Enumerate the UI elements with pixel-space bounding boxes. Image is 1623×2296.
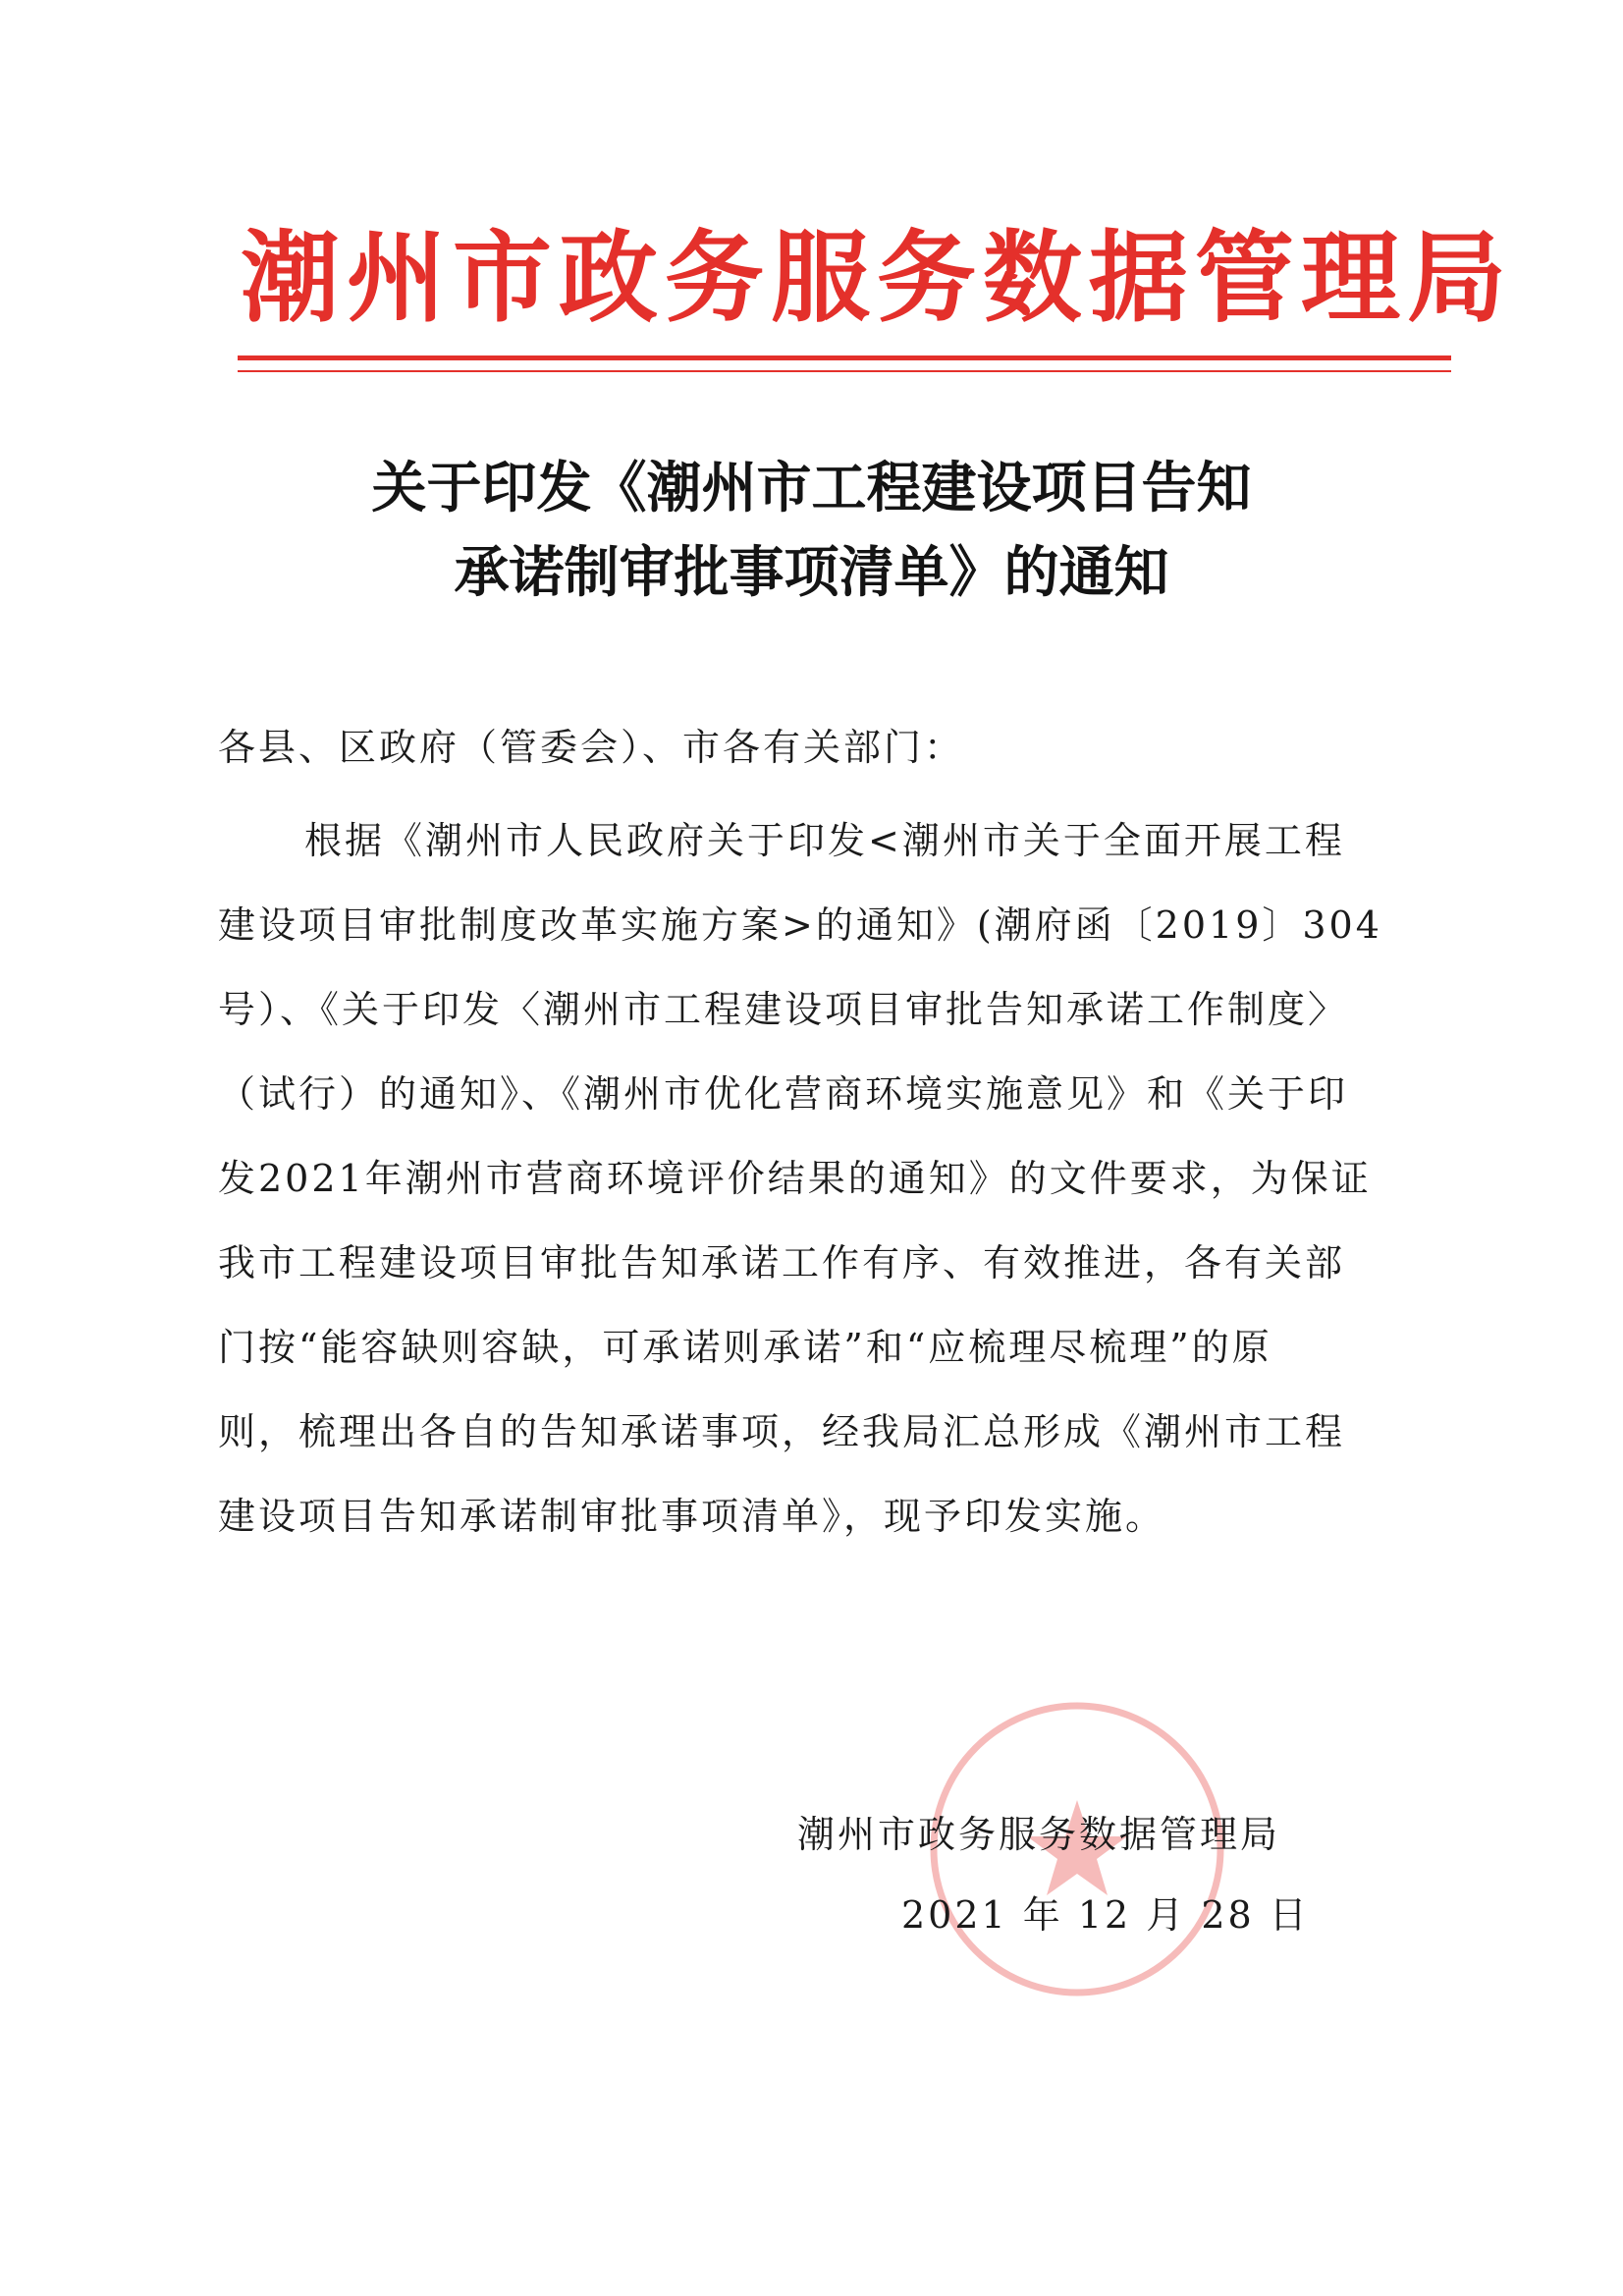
body-line: （试行）的通知》、《潮州市优化营商环境实施意见》和《关于印 — [218, 1072, 1349, 1116]
masthead-org-name: 潮州市政务服务数据管理局 — [241, 220, 1514, 336]
signature-org: 潮州市政务服务数据管理局 — [797, 1813, 1281, 1856]
body-line: 根据《潮州市人民政府关于印发<潮州市关于全面开展工程 — [304, 819, 1345, 862]
body-line: 号）、《关于印发〈潮州市工程建设项目审批告知承诺工作制度〉 — [218, 988, 1349, 1031]
body-line: 我市工程建设项目审批告知承诺工作有序、有效推进，各有关部 — [218, 1241, 1346, 1285]
body-line: 建设项目告知承诺制审批事项清单》，现予印发实施。 — [218, 1495, 1166, 1538]
masthead-rule-thick — [238, 355, 1451, 360]
document-title — [196, 447, 1427, 616]
masthead-rule-thin — [238, 370, 1451, 372]
salutation: 各县、区政府（管委会）、市各有关部门： — [218, 726, 965, 769]
body-line: 建设项目审批制度改革实施方案>的通知》(潮府函〔2019〕304 — [218, 903, 1382, 947]
body-line: 则，梳理出各自的告知承诺事项，经我局汇总形成《潮州市工程 — [218, 1410, 1346, 1453]
title-line-2: 承诺制审批事项清单》的通知 — [454, 541, 1169, 605]
signature-date: 2021 年 12 月 28 日 — [901, 1893, 1310, 1937]
title-line-1: 关于印发《潮州市工程建设项目告知 — [371, 457, 1252, 520]
body-line: 发2021年潮州市营商环境评价结果的通知》的文件要求，为保证 — [218, 1157, 1372, 1200]
body-line: 门按“能容缺则容缺，可承诺则承诺”和“应梳理尽梳理”的原 — [218, 1326, 1272, 1369]
body-paragraph — [218, 798, 1414, 1558]
